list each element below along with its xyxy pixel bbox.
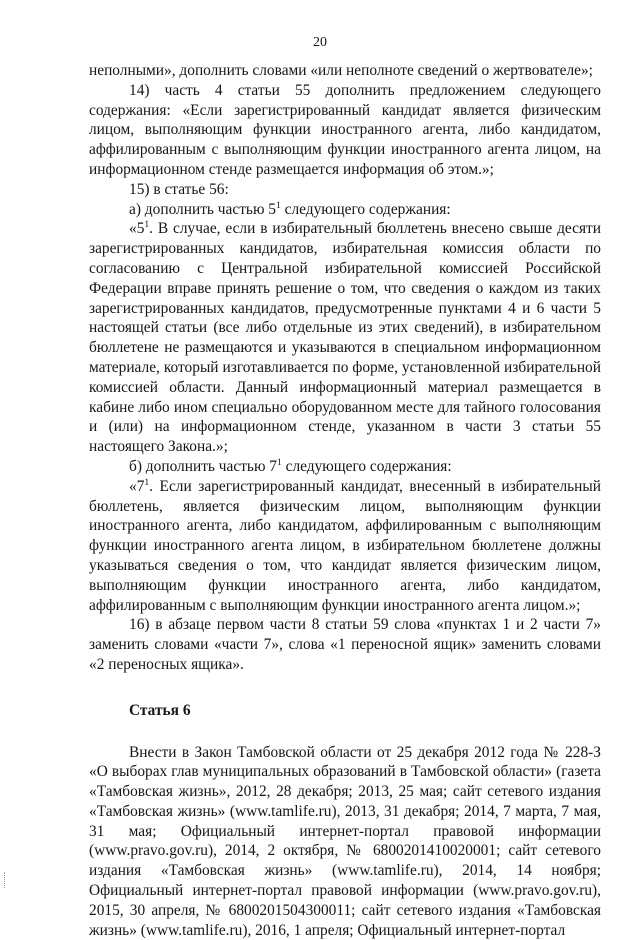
- paragraph-subitem-a: [89, 200, 601, 220]
- paragraph-continuation: неполными», дополнить словами «или неполноте сведений о жертвователе»;: [89, 61, 601, 81]
- paragraph-item-16: 16) в абзаце первом части 8 статьи 59 слова «пунктах 1 и 2 части 7» заменить словами «части 7», слова «1 переносной ящик» заменить словами «2 переносных ящика».: [89, 615, 601, 674]
- paragraph-part-5-1: [89, 219, 601, 457]
- part-5-1-superscript: 1: [144, 219, 149, 230]
- article-body: Внести в Закон Тамбовской области от 25 декабря 2012 года № 228-З «О выборах глав муниципальных образований в Тамбовской области» (газета «Тамбовская жизнь», 2012, 28 декабря; 2013, 25 мая; сайт сетевого издания «Тамбовская жизнь» (www.tamlife.ru), 2013, 31 декабря; 2014, 7 марта, 7 мая, 31 мая; Официальный интернет-портал правовой информации (www.pravo.gov.ru), 2014, 2 октября, № 6800201410020001; сайт сетевого издания «Тамбовская жизнь» (www.tamlife.ru), 2014, 14 ноября; Официальный интернет-портал правовой информации (www.pravo.gov.ru), 2015, 30 апреля, № 6800201504300011; сайт сетевого издания «Тамбовская жизнь» (www.tamlife.ru), 2016, 1 апреля; Официальный интернет-портал: [89, 743, 601, 940]
- subitem-a-text-end: следующего содержания:: [281, 201, 451, 218]
- paragraph-subitem-b: [89, 457, 601, 477]
- part-7-1-text: . Если зарегистрированный кандидат, внесенный в избирательный бюллетень, является физическим лицом, выполняющим функции иностранного агента, либо кандидатом, аффилированным с выполняющим функции иностранного агента лицом, в избирательном бюллетене должны указываться сведения о том, что кандидат является физическим лицом, выполняющим функции иностранного агента, либо кандидатом, аффилированным с выполняющим функции иностранного агента лицом.»;: [89, 478, 601, 614]
- page-number: 20: [0, 34, 640, 52]
- subitem-b-text: б) дополнить частью 7: [129, 458, 277, 475]
- subitem-b-superscript: 1: [277, 457, 282, 468]
- part-7-1-number: «7: [129, 478, 144, 495]
- document-body: [89, 61, 601, 940]
- subitem-b-text-end: следующего содержания:: [282, 458, 452, 475]
- subitem-a-text: а) дополнить частью 5: [129, 201, 276, 218]
- part-7-1-superscript: 1: [144, 477, 149, 488]
- paragraph-item-14: 14) часть 4 статьи 55 дополнить предложением следующего содержания: «Если зарегистрированный кандидат является физическим лицом, выполняющим функции иностранного агента, либо кандидатом, аффилированным с выполняющим функции иностранного агента лицом, на информационном стенде размещается информация об этом.»;: [89, 81, 601, 180]
- scan-margin-mark: [4, 872, 7, 888]
- part-5-1-text: . В случае, если в избирательный бюллетень внесено свыше десяти зарегистрированных кандидатов, избирательная комиссия области по согласованию с Центральной избирательной комиссией Российской Федерации вправе принять решение о том, что сведения о каждом из таких зарегистрированных кандидатов, предусмотренные пунктами 4 и 6 части 5 настоящей статьи (все либо отдельные из этих сведений), в избирательном бюллетене не размещаются и указываются в специальном информационном материале, который изготавливается по форме, установленной избирательной комиссией области. Данный информационный материал размещается в кабине либо ином специально оборудованном месте для тайного голосования и (или) на информационном стенде, указанном в части 3 статьи 55 настоящего Закона.»;: [89, 220, 601, 455]
- paragraph-part-7-1: [89, 477, 601, 616]
- article-heading: Статья 6: [129, 701, 601, 721]
- subitem-a-superscript: 1: [276, 199, 281, 210]
- paragraph-item-15: 15) в статье 56:: [89, 180, 601, 200]
- part-5-1-number: «5: [129, 220, 144, 237]
